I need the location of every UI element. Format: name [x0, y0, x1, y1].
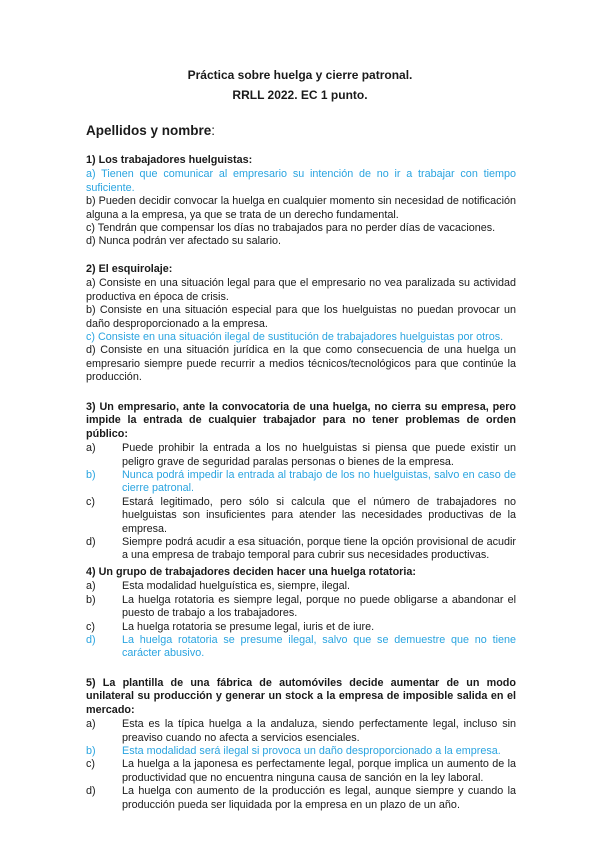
- option-text: Esta es la típica huelga a la andaluza, siendo perfectamente legal, incluso sin preaviso cuando no afecta a servicios esenciales.: [122, 718, 516, 744]
- option-letter: c): [86, 495, 95, 508]
- option-letter: d): [86, 536, 96, 549]
- question-4-option-d: [86, 634, 516, 661]
- question-5-option-c: [86, 758, 516, 785]
- question-5-option-b: [86, 745, 516, 758]
- question-3-option-c: [86, 496, 516, 536]
- question-1-text: 1) Los trabajadores huelguistas:: [86, 154, 253, 166]
- question-3-text: 3) Un empresario, ante la convocatoria de una huelga, no cierra su empresa, pero impide la entrada de cualquier trabajador para no tener problemas de orden público:: [86, 401, 516, 440]
- option-letter: b): [86, 469, 96, 482]
- question-1-option-b: b) Pueden decidir convocar la huelga en cualquier momento sin necesidad de notificación alguna a la empresa, ya que se trata de un derecho fundamental.: [86, 195, 516, 221]
- option-text: Puede prohibir la entrada a los no huelguistas si piensa que puede existir un peligro grave de seguridad paralas personas o bienes de la empresa.: [122, 442, 516, 468]
- question-5-text: 5) La plantilla de una fábrica de automóviles decide aumentar de un modo unilateral su producción y generar un stock a la empresa de imposible salida en el mercado:: [86, 677, 516, 716]
- question-4-option-a: [86, 580, 516, 593]
- question-3-option-a: [86, 442, 516, 469]
- option-text: Esta modalidad será ilegal si provoca un daño desproporcionado a la empresa.: [122, 745, 501, 758]
- option-letter: a): [86, 580, 96, 593]
- question-2: [86, 263, 516, 385]
- question-2-option-c: c) Consiste en una situación ilegal de sustitución de trabajadores huelguistas por otros.: [86, 331, 504, 344]
- option-letter: a): [86, 718, 96, 731]
- option-text: La huelga a la japonesa es perfectamente legal, porque implica un aumento de la productividad que no encuentra ninguna causa de sanción en la ley laboral.: [122, 758, 516, 784]
- question-4-option-c: [86, 621, 516, 634]
- question-3: [86, 401, 516, 563]
- option-text: La huelga rotatoria se presume ilegal, salvo que se demuestre que no tiene carácter abusivo.: [122, 634, 516, 660]
- option-text: La huelga rotatoria se presume legal, iuris et de iure.: [122, 620, 375, 633]
- document-subtitle: RRLL 2022. EC 1 punto.: [232, 88, 368, 102]
- name-field-label: [86, 123, 215, 139]
- name-colon: :: [211, 123, 216, 138]
- question-1-option-c: c) Tendrán que compensar los días no trabajados para no perder días de vacaciones.: [86, 222, 496, 235]
- option-letter: b): [86, 745, 96, 758]
- question-3-option-b: [86, 469, 516, 496]
- option-letter: c): [86, 620, 95, 633]
- option-letter: d): [86, 634, 96, 647]
- question-1: [86, 154, 516, 249]
- question-4-option-b: [86, 594, 516, 621]
- question-5-option-a: [86, 718, 516, 745]
- option-letter: a): [86, 442, 96, 455]
- option-letter: b): [86, 593, 96, 606]
- question-5: [86, 677, 516, 812]
- question-4-text: 4) Un grupo de trabajadores deciden hacer una huelga rotatoria:: [86, 566, 416, 578]
- option-letter: d): [86, 785, 96, 798]
- question-2-option-d: d) Consiste en una situación jurídica en la que como consecuencia de una huelga un empresario siempre puede recurrir a medios técnicos/tecnológicos para que continúe la producción.: [86, 344, 516, 384]
- document-title: Práctica sobre huelga y cierre patronal.: [187, 68, 413, 82]
- option-text: Esta modalidad huelguística es, siempre, ilegal.: [122, 580, 351, 593]
- question-2-option-a: a) Consiste en una situación legal para que el empresario no vea paralizada su actividad productiva en época de crisis.: [86, 277, 516, 303]
- question-1-option-a: a) Tienen que comunicar al empresario su intención de no ir a trabajar con tiempo suficiente.: [86, 168, 516, 194]
- option-text: La huelga rotatoria es siempre legal, porque no puede obligarse a abandonar el puesto de trabajo a los trabajadores.: [122, 593, 516, 620]
- option-text: Estará legitimado, pero sólo si calcula que el número de trabajadores no huelguistas son insuficientes para atender las necesidades productivas de la empresa.: [122, 495, 516, 535]
- question-4: [86, 566, 516, 661]
- name-label: Apellidos y nombre: [86, 123, 212, 138]
- option-text: Siempre podrá acudir a esa situación, porque tiene la opción provisional de acudir a una empresa de trabajo temporal para cubrir sus necesidades productivas.: [122, 536, 516, 562]
- option-text: Nunca podrá impedir la entrada al trabajo de los no huelguistas, salvo en caso de cierre patronal.: [122, 469, 516, 495]
- question-5-option-d: [86, 785, 516, 812]
- question-1-option-d: d) Nunca podrán ver afectado su salario.: [86, 235, 282, 248]
- question-3-option-d: [86, 536, 516, 563]
- option-letter: c): [86, 758, 95, 771]
- question-2-text: 2) El esquirolaje:: [86, 263, 173, 275]
- option-text: La huelga con aumento de la producción es legal, aunque siempre y cuando la producción pueda ser liquidada por la empresa en un plazo de un año.: [122, 785, 516, 811]
- question-2-option-b: b) Consiste en una situación especial para que los huelguistas no puedan provocar un daño desproporcionado a la empresa.: [86, 304, 516, 330]
